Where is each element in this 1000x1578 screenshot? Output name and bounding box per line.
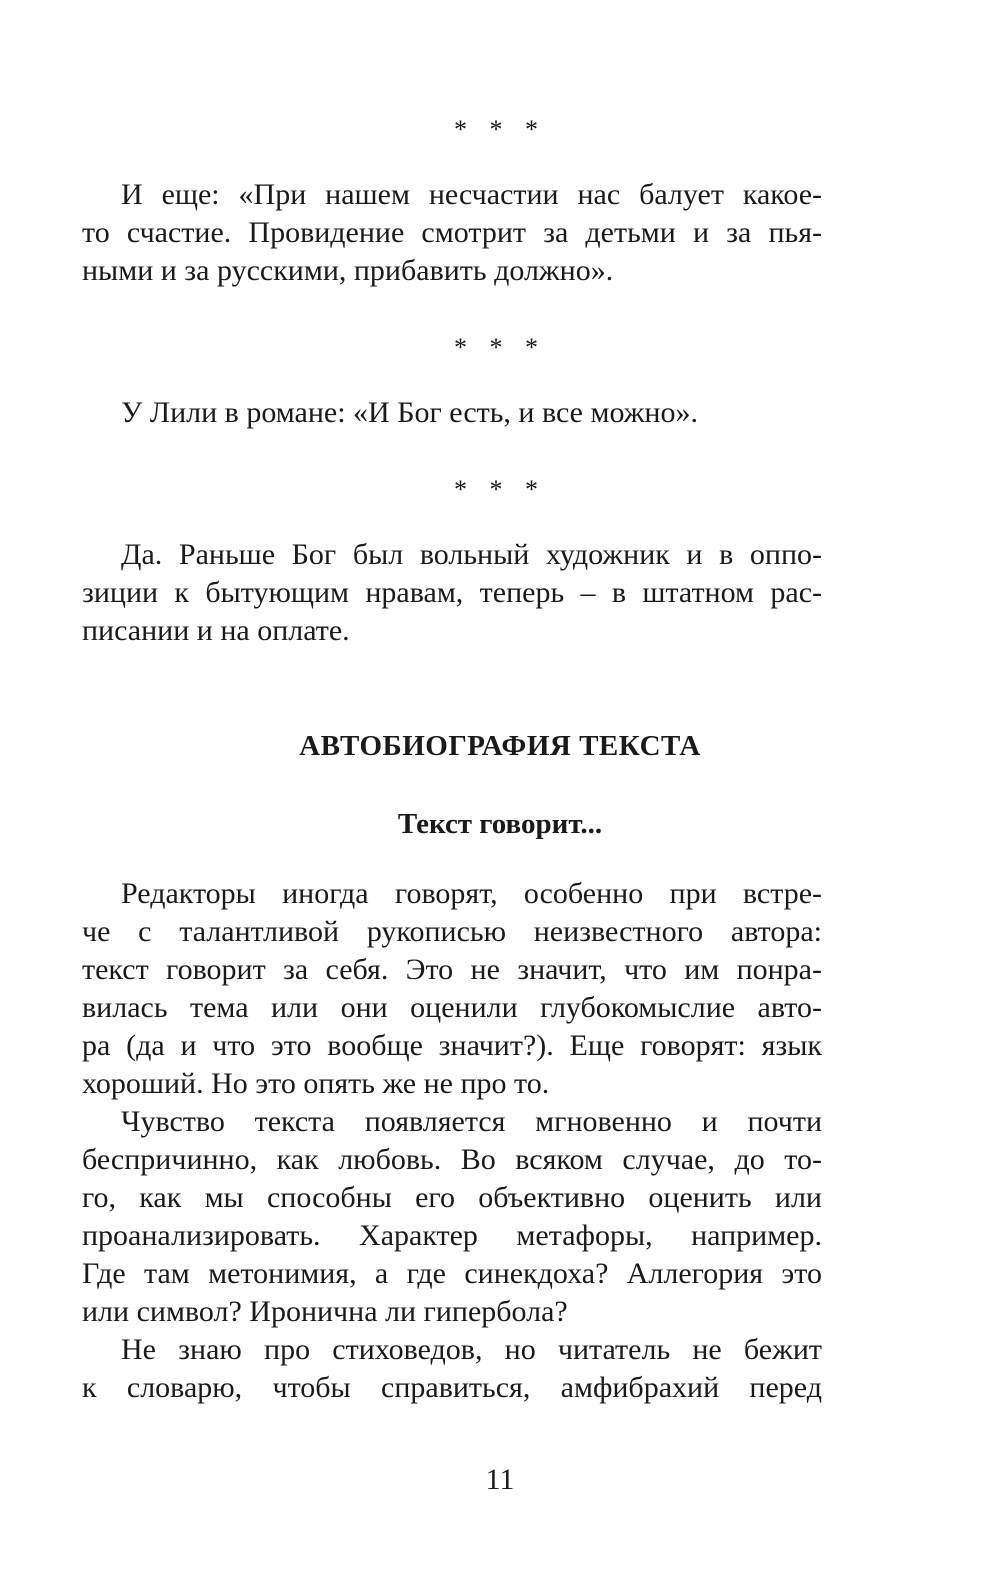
text-line: текст говорит за себя. Это не значит, что им понра- [82, 953, 822, 986]
text-line: писании и на оплате. [82, 614, 350, 647]
text-line: беспричинно, как любовь. Во всяком случае, до то- [82, 1143, 822, 1176]
section-subheading: Текст говорит... [397, 808, 603, 840]
separator: * * * [454, 115, 546, 144]
text-line: проанализировать. Характер метафоры, например. [82, 1219, 822, 1252]
text-line: Да. Раньше Бог был вольный художник и в оппо- [121, 538, 822, 571]
text-line: вилась тема или они оценили глубокомыслие авто- [82, 991, 822, 1024]
text-line: Не знаю про стиховедов, но читатель не бежит [121, 1333, 822, 1366]
separator: * * * [454, 333, 546, 362]
text-line: зиции к бытующим нравам, теперь – в штатном рас- [82, 576, 822, 609]
text-line: И еще: «При нашем несчастии нас балует какое- [121, 178, 822, 211]
text-line: к словарю, чтобы справиться, амфибрахий перед [82, 1371, 822, 1404]
text-line: го, как мы способны его объективно оценить или [82, 1181, 822, 1214]
text-line: ра (да и что это вообще значит?). Еще говорят: язык [82, 1029, 822, 1062]
text-line: то счастие. Провидение смотрит за детьми и за пья- [82, 216, 822, 249]
separator: * * * [454, 475, 546, 504]
page-number: 11 [485, 1463, 515, 1496]
text-line: или символ? Иронична ли гипербола? [82, 1295, 568, 1328]
section-heading: АВТОБИОГРАФИЯ ТЕКСТА [299, 730, 701, 762]
text-line: ными и за русскими, прибавить должно». [82, 254, 614, 287]
text-line: У Лили в романе: «И Бог есть, и все можно». [121, 396, 698, 429]
text-line: Где там метонимия, а где синекдоха? Аллегория это [82, 1257, 822, 1290]
text-line: че с талантливой рукописью неизвестного автора: [82, 915, 822, 948]
text-line: Редакторы иногда говорят, особенно при встре- [121, 877, 822, 910]
text-line: хороший. Но это опять же не про то. [82, 1067, 550, 1100]
text-line: Чувство текста появляется мгновенно и почти [121, 1105, 822, 1138]
